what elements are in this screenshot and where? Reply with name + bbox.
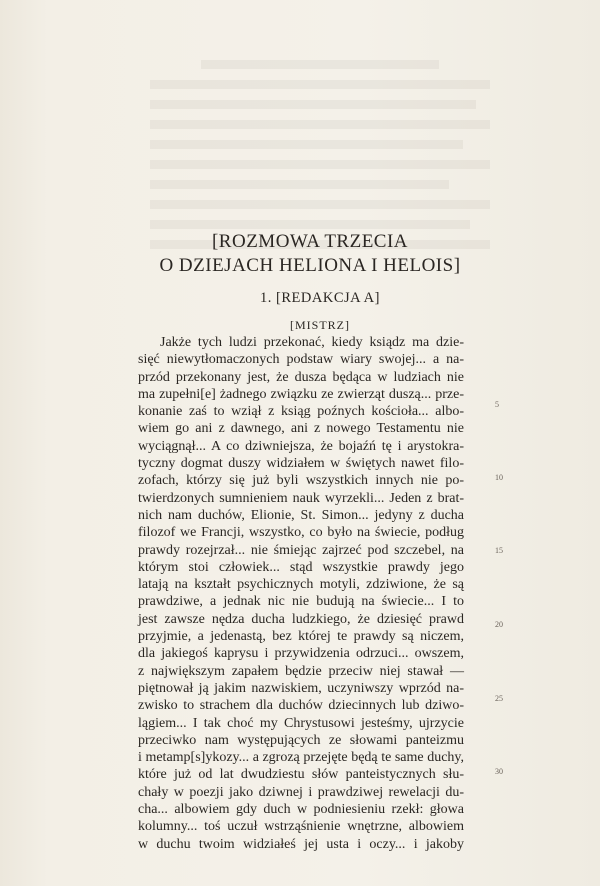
text-line: i metamp[s]ykozy... a zgrozą przejęte będą te same duchy,: [138, 750, 464, 766]
text-line: zwisko to strachem dla duchów dziecinnych lub dziwo-: [138, 698, 464, 714]
chapter-title-line-2: O DZIEJACH HELIONA I HELOIS]: [159, 255, 461, 276]
text-line: dla jakiegoś kaprysu i przywidzenia odrzuci... owszem,: [138, 646, 464, 662]
margin-line-number: 5: [495, 400, 499, 409]
text-line: zofach, którzy się już byli wszystkich innych nie po-: [138, 473, 464, 489]
bleed-through-text: [150, 60, 490, 220]
text-line: lągiem... I tak choć my Chrystusowi jesteśmy, ujrzycie: [138, 715, 464, 731]
text-line: jest zawsze nędza ducha ludzkiego, że dziesięć prawd: [138, 611, 464, 627]
text-line: które już od lat dwudziestu słów panteistycznych słu-: [138, 767, 464, 783]
text-line: wyciągnął... A co dziwniejsza, że bojaźń tę i arystokra-: [138, 438, 464, 454]
text-line: konanie zaś to wziął z ksiąg poźnych kościoła... albo-: [138, 404, 464, 420]
margin-line-number: 15: [495, 546, 503, 555]
text-line: którym stoi człowiek... stąd wszystkie prawdy jego: [138, 559, 464, 575]
text-line: w duchu twoim widziałeś jej usta i oczy... i jakoby: [138, 836, 464, 852]
chapter-title-line-1: [ROZMOWA TRZECIA: [211, 231, 409, 252]
margin-line-number: 25: [495, 694, 503, 703]
text-line: twierdzonych sumnieniem nauk wyrzekli... Jeden z brat-: [138, 490, 464, 506]
text-line: przyjmie, a jedenastą, bez której te prawdy są niczem,: [138, 629, 464, 645]
speaker-label: [MISTRZ]: [290, 318, 350, 332]
text-line: piętnował ją jakim nazwiskiem, uczyniwszy wprzód na-: [138, 680, 464, 696]
margin-line-number: 20: [495, 620, 503, 629]
text-line: tyczny dogmat duszy widziałem w świętych nawet filo-: [138, 456, 464, 472]
text-line: latają na kształt psychicznych motyli, zdziwione, że są: [138, 577, 464, 593]
text-line: filozof we Francji, wszystko, co było na świecie, podług: [138, 525, 464, 541]
margin-line-number: 10: [495, 473, 503, 482]
text-line: kolumny... toś uczuł wstrząśnienie wnętrzne, albowiem: [138, 819, 464, 835]
text-line: przód przekonany jest, że dusza będąca w ludziach nie: [138, 369, 464, 385]
text-line: wiem go ani z dawnego, ani z nowego Testamentu nie: [138, 421, 464, 437]
section-heading: 1. [REDAKCJA A]: [260, 290, 380, 306]
text-line: cha... albowiem gdy duch w podniesieniu rzekł: głowa: [138, 802, 464, 818]
text-line: prawdziwe, a jednak nic nie budują na świecie... I to: [138, 594, 464, 610]
text-line: chały w poezji jako dziwnej i prawdziwej rewelacji du-: [138, 784, 464, 800]
text-line: z największym zapałem będzie przeciw niej stawał —: [138, 663, 464, 679]
text-line: prawdy rozejrzał... nie śmiejąc zajrzeć pod szczebel, na: [138, 542, 464, 558]
text-line: przeciwko nam występujących ze słowami panteizmu: [138, 732, 464, 748]
text-line: Jakże tych ludzi przekonać, kiedy ksiądz ma dzie-: [160, 335, 464, 350]
body-text: [138, 334, 464, 853]
margin-line-number: 30: [495, 767, 503, 776]
text-line: sięć niewytłomaczonych podstaw wiary swojej... a na-: [138, 352, 464, 368]
text-line: nich nam duchów, Elionie, St. Simon... jedyny z ducha: [138, 507, 464, 523]
text-line: ma zupełni[e] żadnego związku ze zwierząt duszą... prze-: [138, 386, 464, 402]
